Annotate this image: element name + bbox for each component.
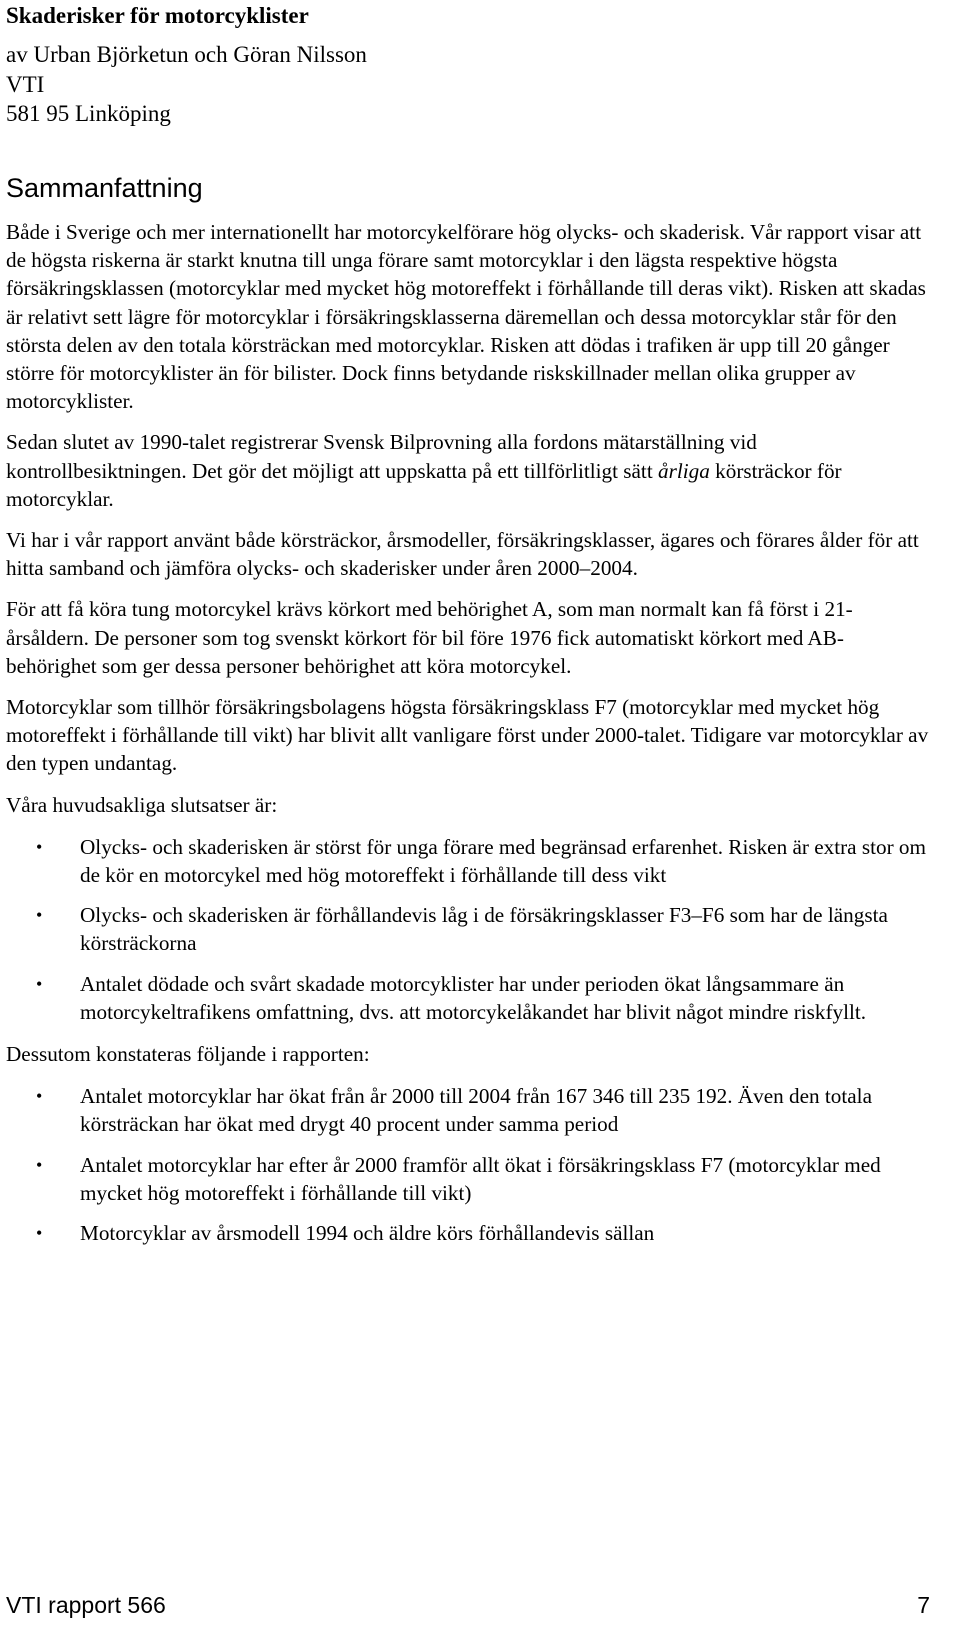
findings-intro: Dessutom konstateras följande i rapporten:: [6, 1042, 370, 1067]
organization: VTI: [6, 72, 45, 97]
address: 581 95 Linköping: [6, 101, 171, 126]
list-item-text: Antalet dödade och svårt skadade motorcyklister har under perioden ökat långsammare än motorcykeltrafikens omfattning, dvs. att motorcykelåkandet har blivit något mindre riskfyllt.: [80, 971, 867, 1024]
bullet-icon: •: [36, 905, 43, 926]
list-item: [6, 901, 932, 957]
paragraph-text: Sedan slutet av 1990-talet registrerar Svensk Bilprovning alla fordons mätarställning vid kontrollbesiktningen. Det gör det möjligt att uppskatta på ett tillförlitligt sätt: [6, 430, 757, 483]
section-heading: Sammanfattning: [6, 173, 203, 203]
list-item: [6, 1151, 932, 1207]
paragraph-text: körsträckor för motorcyklar.: [6, 458, 842, 511]
paragraph: Vi har i vår rapport använt både körsträckor, årsmodeller, försäkringsklasser, ägares och förares ålder för att hitta samband och jämföra olycks- och skaderisker under åren 2000–2004.: [6, 528, 919, 581]
emphasis-text: årliga: [658, 458, 710, 483]
list-item: [6, 970, 932, 1026]
list-item-text: Antalet motorcyklar har ökat från år 2000 till 2004 från 167 346 till 235 192. Även den totala körsträckan har ökat med drygt 40 procent under samma period: [80, 1084, 872, 1137]
list-item: [6, 1082, 932, 1138]
list-item-text: Olycks- och skaderisken är förhållandevis låg i de försäkringsklasser F3–F6 som har de längsta körsträckorna: [80, 903, 888, 956]
summary-body: [6, 218, 932, 1261]
paragraph: För att få köra tung motorcykel krävs körkort med behörighet A, som man normalt kan få först i 21-årsåldern. De personer som tog svenskt körkort för bil före 1976 fick automatiskt körkort med AB-behörighet som ger dessa personer behörighet att köra motorcykel.: [6, 597, 853, 678]
document-title: Skaderisker för motorcyklister: [6, 3, 309, 28]
findings-list: [6, 1082, 932, 1247]
list-item-text: Antalet motorcyklar har efter år 2000 framför allt ökat i försäkringsklass F7 (motorcyklar med mycket hög motoreffekt i förhållande till vikt): [80, 1152, 881, 1205]
bullet-icon: •: [36, 1086, 43, 1107]
paragraph: Motorcyklar som tillhör försäkringsbolagens högsta försäkringsklass F7 (motorcyklar med mycket hög motoreffekt i förhållande till vikt) har blivit allt vanligare först under 2000-talet. Tidigare var motorcyklar av den typen undantag.: [6, 695, 929, 776]
list-item: [6, 833, 932, 889]
authors: av Urban Björketun och Göran Nilsson: [6, 42, 367, 67]
conclusions-list: [6, 833, 932, 1026]
conclusions-intro: Våra huvudsakliga slutsatser är:: [6, 792, 278, 817]
bullet-icon: •: [36, 1154, 43, 1175]
bullet-icon: •: [36, 836, 43, 857]
paragraph: [6, 428, 932, 513]
list-item: [6, 1219, 932, 1247]
bullet-icon: •: [36, 973, 43, 994]
report-number: VTI rapport 566: [6, 1592, 166, 1618]
page-number: 7: [917, 1592, 930, 1618]
list-item-text: Olycks- och skaderisken är störst för unga förare med begränsad erfarenhet. Risken är extra stor om de kör en motorcykel med hög motoreffekt i förhållande till dess vikt: [80, 834, 927, 888]
list-item-text: Motorcyklar av årsmodell 1994 och äldre körs förhållandevis sällan: [80, 1221, 655, 1246]
paragraph: Både i Sverige och mer internationellt har motorcykelförare hög olycks- och skaderisk. Vår rapport visar att de högsta riskerna är starkt knutna till unga förare samt motorcyklar i den lägsta respektive högsta försäkringsklassen (motorcyklar med mycket hög motoreffekt i förhållande till deras vikt). Risken att skadas är relativt sett lägre för motorcyklar i försäkringsklasserna däremellan och dessa motorcyklar står för den största delen av den totala körsträckan med motorcyklar. Risken att dödas i trafiken är upp till 20 gånger större för motorcyklister än för bilister. Dock finns betydande riskskillnader mellan olika grupper av motorcyklister.: [6, 220, 926, 414]
bullet-icon: •: [36, 1223, 43, 1244]
